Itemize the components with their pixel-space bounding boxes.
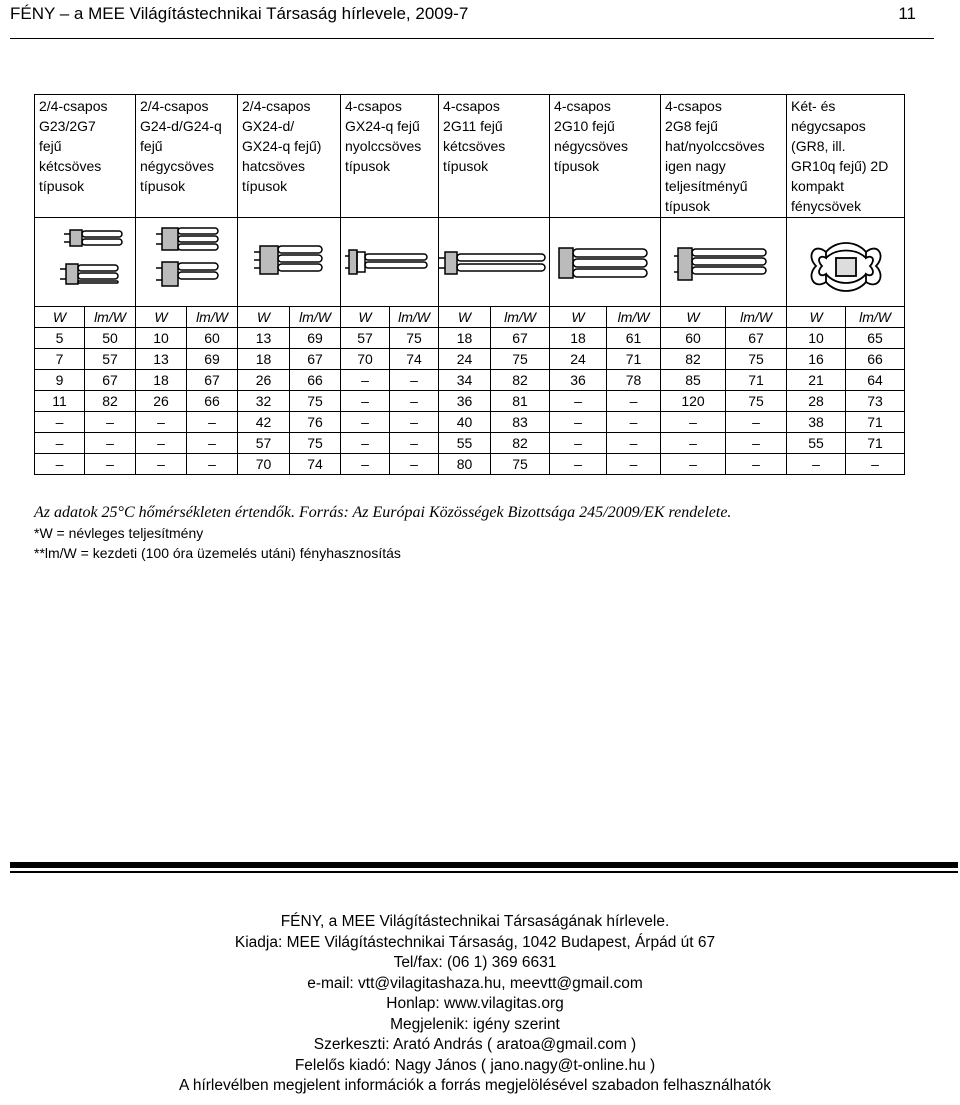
table-cell: 82 bbox=[661, 349, 726, 370]
type-line: kétcsöves bbox=[443, 138, 506, 154]
type-line: G23/2G7 bbox=[39, 118, 96, 134]
type-line: hatcsöves bbox=[242, 158, 306, 174]
header-title: FÉNY – a MEE Világítástechnikai Társaság hírlevele, 2009-7 bbox=[10, 4, 469, 23]
table-cell: – bbox=[550, 433, 607, 454]
table-cell: 60 bbox=[187, 328, 238, 349]
table-cell: 82 bbox=[491, 433, 550, 454]
table-cell: – bbox=[35, 454, 85, 475]
table-cell: 55 bbox=[439, 433, 491, 454]
lamp-2d-icon bbox=[796, 222, 896, 302]
table-cell: 21 bbox=[787, 370, 846, 391]
table-cell: 78 bbox=[607, 370, 661, 391]
lamp-image-row bbox=[35, 218, 905, 307]
table-cell: 80 bbox=[439, 454, 491, 475]
table-cell: – bbox=[550, 454, 607, 475]
colophon bbox=[0, 912, 950, 1097]
colophon-responsible: Felelős kiadó: Nagy János ( jano.nagy@t-online.hu ) bbox=[294, 1056, 656, 1074]
lamp-2g11-icon bbox=[439, 222, 549, 302]
table-cell: 64 bbox=[846, 370, 905, 391]
unit-w: W bbox=[341, 307, 390, 328]
unit-w: W bbox=[661, 307, 726, 328]
lamp-image-2g10 bbox=[550, 218, 661, 307]
colophon-title: FÉNY, a MEE Világítástechnikai Társaságának hírlevele. bbox=[280, 913, 670, 930]
type-line: 2G8 fejű bbox=[665, 118, 718, 134]
table-cell: 55 bbox=[787, 433, 846, 454]
table-cell: – bbox=[607, 454, 661, 475]
type-line: fénycsövek bbox=[791, 198, 862, 214]
table-cell: – bbox=[550, 391, 607, 412]
table-cell: 66 bbox=[187, 391, 238, 412]
type-line: (GR8, ill. bbox=[791, 138, 846, 154]
type-line: kétcsöves bbox=[39, 158, 102, 174]
source-note: Az adatok 25°C hőmérsékleten értendők. Forrás: Az Európai Közösségek Bizottsága 245/2009/EK rendelete. bbox=[34, 504, 732, 521]
table-cell: 18 bbox=[550, 328, 607, 349]
lamp-type-header bbox=[661, 95, 787, 218]
type-line: négycsapos bbox=[791, 118, 866, 134]
table-cell: – bbox=[390, 412, 439, 433]
table-cell: 18 bbox=[136, 370, 187, 391]
type-line: hat/nyolccsöves bbox=[665, 138, 765, 154]
table-cell: 7 bbox=[35, 349, 85, 370]
table-cell: – bbox=[787, 454, 846, 475]
lamp-image-g24 bbox=[136, 218, 238, 307]
type-line: nyolccsöves bbox=[345, 138, 422, 154]
table-cell: 71 bbox=[726, 370, 787, 391]
table-notes bbox=[34, 503, 914, 563]
table-cell: 67 bbox=[726, 328, 787, 349]
page-number: 11 bbox=[898, 4, 916, 23]
table-cell: 75 bbox=[491, 349, 550, 370]
type-line: típusok bbox=[665, 198, 711, 214]
footer-rule-thick bbox=[10, 862, 958, 868]
table-cell: 76 bbox=[290, 412, 341, 433]
lamp-image-2g11 bbox=[439, 218, 550, 307]
table-cell: 67 bbox=[187, 370, 238, 391]
table-cell: – bbox=[726, 433, 787, 454]
table-cell: 60 bbox=[661, 328, 726, 349]
table-cell: 82 bbox=[491, 370, 550, 391]
colophon-editor: Szerkeszti: Arató András ( aratoa@gmail.com ) bbox=[313, 1036, 637, 1053]
lamp-type-header bbox=[238, 95, 341, 218]
table-row bbox=[35, 370, 905, 391]
table-cell: – bbox=[390, 433, 439, 454]
lamp-type-row bbox=[35, 95, 905, 218]
table-cell: 75 bbox=[290, 433, 341, 454]
table-cell: 73 bbox=[846, 391, 905, 412]
table-cell: 75 bbox=[390, 328, 439, 349]
table-cell: – bbox=[846, 454, 905, 475]
lamp-2g8-icon bbox=[674, 222, 774, 302]
table-cell: – bbox=[35, 433, 85, 454]
table-cell: 34 bbox=[439, 370, 491, 391]
table-cell: 71 bbox=[846, 433, 905, 454]
table-cell: – bbox=[390, 370, 439, 391]
table-cell: – bbox=[85, 454, 136, 475]
table-cell: 75 bbox=[491, 454, 550, 475]
table-cell: 67 bbox=[85, 370, 136, 391]
type-line: teljesítményű bbox=[665, 178, 748, 194]
table-cell: – bbox=[661, 454, 726, 475]
type-line: GX24-q fejű bbox=[345, 118, 420, 134]
table-cell: 70 bbox=[341, 349, 390, 370]
lamp-image-gx24 bbox=[238, 218, 341, 307]
table-cell: – bbox=[341, 433, 390, 454]
table-cell: 28 bbox=[787, 391, 846, 412]
unit-lmw: lm/W bbox=[846, 307, 905, 328]
unit-lmw: lm/W bbox=[726, 307, 787, 328]
table-cell: 83 bbox=[491, 412, 550, 433]
type-line: igen nagy bbox=[665, 158, 726, 174]
table-cell: – bbox=[341, 454, 390, 475]
type-line: négycsöves bbox=[554, 138, 628, 154]
type-line: 2/4-csapos bbox=[242, 98, 311, 114]
type-line: GR10q fejű) 2D bbox=[791, 158, 889, 174]
type-line: 4-csapos bbox=[443, 98, 500, 114]
unit-w: W bbox=[238, 307, 290, 328]
type-line: típusok bbox=[242, 178, 288, 194]
footer-rule-thin bbox=[10, 871, 958, 873]
type-line: G24-d/G24-q bbox=[140, 118, 222, 134]
type-line: 2G11 fejű bbox=[443, 118, 503, 134]
colophon-usage: A hírlevélben megjelent információk a forrás megjelölésével szabadon felhasználhatók bbox=[179, 1077, 771, 1094]
unit-w: W bbox=[439, 307, 491, 328]
type-line: 4-csapos bbox=[554, 98, 611, 114]
colophon-publisher: Kiadja: MEE Világítástechnikai Társaság, 1042 Budapest, Árpád út 67 bbox=[234, 933, 716, 951]
unit-lmw: lm/W bbox=[607, 307, 661, 328]
table-cell: 16 bbox=[787, 349, 846, 370]
table-row bbox=[35, 328, 905, 349]
table-row bbox=[35, 412, 905, 433]
colophon-email: e-mail: vtt@vilagitashaza.hu, meevtt@gmail.com bbox=[307, 974, 643, 992]
type-line: típusok bbox=[443, 158, 489, 174]
table-cell: 36 bbox=[550, 370, 607, 391]
type-line: típusok bbox=[554, 158, 600, 174]
table-cell: 26 bbox=[136, 391, 187, 412]
table-cell: 75 bbox=[726, 391, 787, 412]
table-cell: – bbox=[661, 412, 726, 433]
lmw-definition: **lm/W = kezdeti (100 óra üzemelés utáni) fényhasznosítás bbox=[34, 545, 401, 561]
table-row bbox=[35, 433, 905, 454]
unit-w: W bbox=[550, 307, 607, 328]
unit-lmw: lm/W bbox=[290, 307, 341, 328]
table-cell: 65 bbox=[846, 328, 905, 349]
type-line: típusok bbox=[39, 178, 85, 194]
type-line: típusok bbox=[140, 178, 186, 194]
lamp-type-header bbox=[787, 95, 905, 218]
table-cell: 69 bbox=[290, 328, 341, 349]
type-line: Két- és bbox=[791, 98, 836, 114]
type-line: fejű bbox=[39, 138, 62, 154]
unit-lmw: lm/W bbox=[491, 307, 550, 328]
table-cell: – bbox=[136, 412, 187, 433]
type-line: 2/4-csapos bbox=[140, 98, 209, 114]
table-cell: 18 bbox=[439, 328, 491, 349]
table-cell: – bbox=[390, 391, 439, 412]
type-line: GX24-q fejű) bbox=[242, 138, 322, 154]
table-cell: 24 bbox=[439, 349, 491, 370]
lamp-image-gx24q bbox=[341, 218, 439, 307]
lamp-gx24q-icon bbox=[345, 222, 435, 302]
unit-lmw: lm/W bbox=[390, 307, 439, 328]
table-cell: 5 bbox=[35, 328, 85, 349]
type-line: GX24-d/ bbox=[242, 118, 295, 134]
lamp-g24-icon bbox=[142, 222, 232, 302]
table-cell: 69 bbox=[187, 349, 238, 370]
table-cell: 70 bbox=[238, 454, 290, 475]
lamp-image-g23 bbox=[35, 218, 136, 307]
table-cell: 81 bbox=[491, 391, 550, 412]
table-cell: 36 bbox=[439, 391, 491, 412]
table-cell: – bbox=[661, 433, 726, 454]
table-cell: 9 bbox=[35, 370, 85, 391]
type-line: típusok bbox=[345, 158, 391, 174]
lamp-image-2d bbox=[787, 218, 905, 307]
unit-row bbox=[35, 307, 905, 328]
table-cell: – bbox=[341, 370, 390, 391]
unit-w: W bbox=[136, 307, 187, 328]
unit-w: W bbox=[35, 307, 85, 328]
table-cell: 24 bbox=[550, 349, 607, 370]
table-cell: 38 bbox=[787, 412, 846, 433]
table-cell: – bbox=[726, 412, 787, 433]
lamp-efficacy-table bbox=[34, 94, 905, 475]
w-definition: *W = névleges teljesítmény bbox=[34, 525, 204, 541]
lamp-2g10-icon bbox=[555, 222, 655, 302]
table-cell: – bbox=[390, 454, 439, 475]
colophon-website: Honlap: www.vilagitas.org bbox=[386, 995, 564, 1012]
table-cell: 61 bbox=[607, 328, 661, 349]
table-cell: 82 bbox=[85, 391, 136, 412]
table-cell: – bbox=[85, 433, 136, 454]
type-line: fejű bbox=[140, 138, 163, 154]
type-line: négycsöves bbox=[140, 158, 214, 174]
lamp-g23-icon bbox=[40, 222, 130, 302]
lamp-type-header bbox=[341, 95, 439, 218]
type-line: 2G10 fejű bbox=[554, 118, 615, 134]
table-cell: – bbox=[341, 412, 390, 433]
table-row bbox=[35, 391, 905, 412]
lamp-type-header bbox=[35, 95, 136, 218]
lamp-image-2g8 bbox=[661, 218, 787, 307]
table-cell: – bbox=[136, 454, 187, 475]
table-cell: 66 bbox=[290, 370, 341, 391]
table-cell: – bbox=[550, 412, 607, 433]
table-cell: – bbox=[35, 412, 85, 433]
table-cell: 67 bbox=[290, 349, 341, 370]
table-cell: 13 bbox=[136, 349, 187, 370]
table-cell: 10 bbox=[136, 328, 187, 349]
table-cell: 40 bbox=[439, 412, 491, 433]
table-cell: – bbox=[136, 433, 187, 454]
lamp-type-header bbox=[550, 95, 661, 218]
table-cell: 10 bbox=[787, 328, 846, 349]
table-cell: 18 bbox=[238, 349, 290, 370]
type-line: 4-csapos bbox=[665, 98, 722, 114]
table-cell: 57 bbox=[85, 349, 136, 370]
table-cell: 67 bbox=[491, 328, 550, 349]
table-cell: 57 bbox=[341, 328, 390, 349]
table-cell: 71 bbox=[846, 412, 905, 433]
colophon-phone: Tel/fax: (06 1) 369 6631 bbox=[393, 954, 557, 971]
unit-lmw: lm/W bbox=[85, 307, 136, 328]
table-cell: 74 bbox=[390, 349, 439, 370]
table-cell: – bbox=[187, 454, 238, 475]
table-cell: 75 bbox=[726, 349, 787, 370]
table-row bbox=[35, 349, 905, 370]
table-cell: – bbox=[187, 412, 238, 433]
lamp-type-header bbox=[136, 95, 238, 218]
table-cell: 71 bbox=[607, 349, 661, 370]
type-line: 2/4-csapos bbox=[39, 98, 108, 114]
table-cell: 120 bbox=[661, 391, 726, 412]
colophon-frequency: Megjelenik: igény szerint bbox=[390, 1015, 560, 1033]
table-cell: – bbox=[607, 391, 661, 412]
table-cell: 74 bbox=[290, 454, 341, 475]
lamp-gx24-icon bbox=[244, 222, 334, 302]
table-cell: 11 bbox=[35, 391, 85, 412]
table-cell: – bbox=[726, 454, 787, 475]
lamp-type-header bbox=[439, 95, 550, 218]
unit-w: W bbox=[787, 307, 846, 328]
header-rule bbox=[10, 38, 934, 39]
table-cell: – bbox=[187, 433, 238, 454]
table-cell: 57 bbox=[238, 433, 290, 454]
table-cell: – bbox=[85, 412, 136, 433]
table-cell: 13 bbox=[238, 328, 290, 349]
table-cell: – bbox=[607, 433, 661, 454]
table-cell: 26 bbox=[238, 370, 290, 391]
table-cell: 42 bbox=[238, 412, 290, 433]
page-header bbox=[10, 4, 934, 38]
table-cell: – bbox=[341, 391, 390, 412]
table-cell: 32 bbox=[238, 391, 290, 412]
type-line: 4-csapos bbox=[345, 98, 402, 114]
value-rows bbox=[35, 328, 905, 475]
table-row bbox=[35, 454, 905, 475]
table-cell: 50 bbox=[85, 328, 136, 349]
table-cell: 85 bbox=[661, 370, 726, 391]
unit-lmw: lm/W bbox=[187, 307, 238, 328]
type-line: kompakt bbox=[791, 178, 844, 194]
table-cell: – bbox=[607, 412, 661, 433]
table-cell: 66 bbox=[846, 349, 905, 370]
table-cell: 75 bbox=[290, 391, 341, 412]
